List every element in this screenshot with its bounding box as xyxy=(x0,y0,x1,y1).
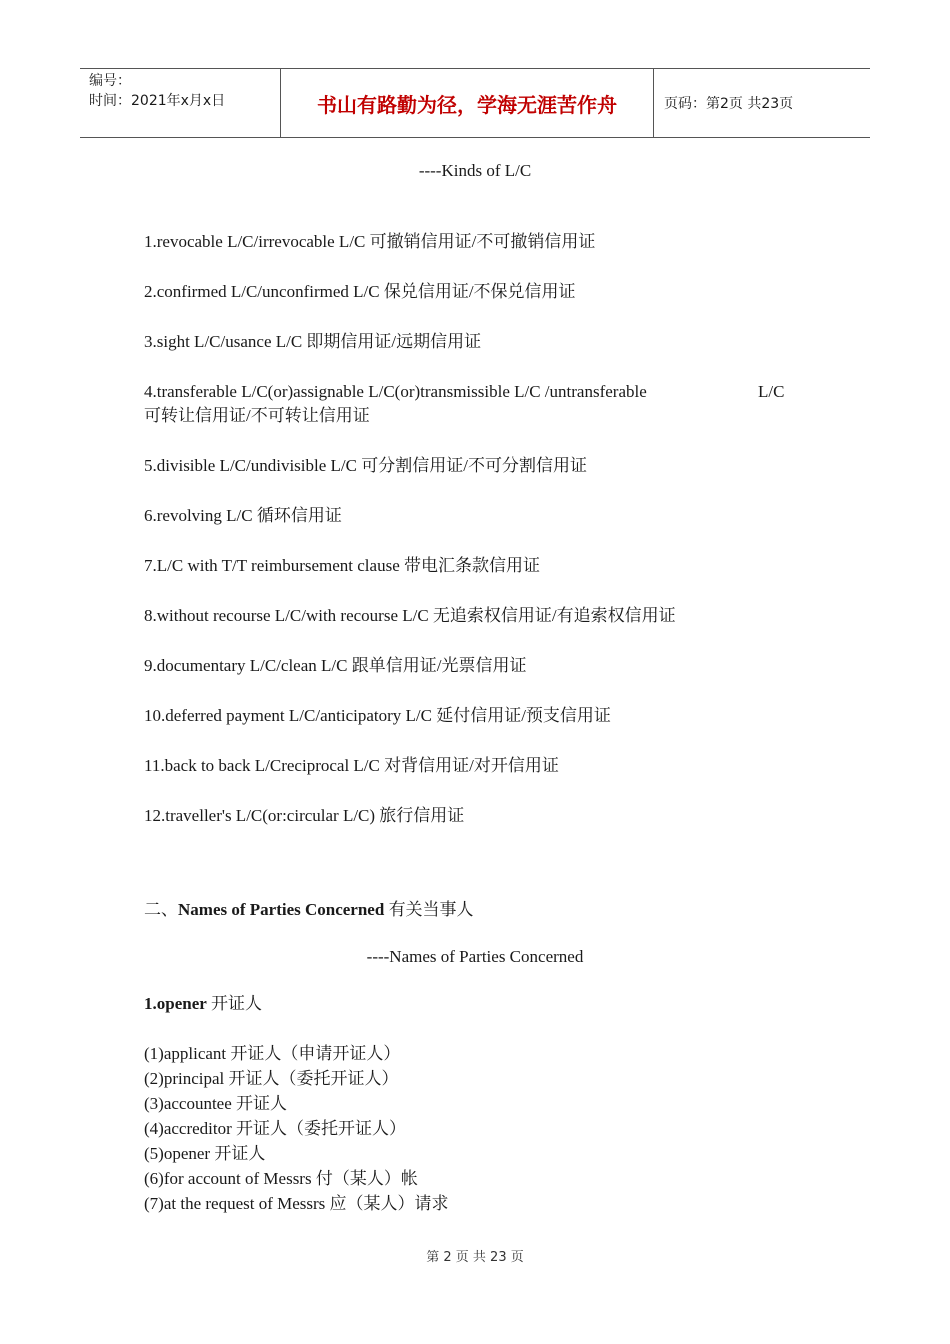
list-item: (7)at the request of Messrs 应（某人）请求 xyxy=(144,1194,449,1213)
list-item: (3)accountee 开证人 xyxy=(144,1094,288,1113)
section2-heading xyxy=(144,899,474,921)
list-item-continuation: 可转让信用证/不可转让信用证 xyxy=(144,406,370,425)
page-footer: 第 2 页 共 23 页 xyxy=(426,1250,524,1265)
list-item-continuation: L/C xyxy=(758,382,785,401)
list-item: 2.confirmed L/C/unconfirmed L/C 保兑信用证/不保兑信用证 xyxy=(144,282,576,301)
sub-heading xyxy=(144,993,262,1015)
section2-subtitle: ----Names of Parties Concerned xyxy=(366,947,584,966)
list-item: (6)for account of Messrs 付（某人）帐 xyxy=(144,1169,418,1188)
list-item: 9.documentary L/C/clean L/C 跟单信用证/光票信用证 xyxy=(144,656,527,675)
list-item: 1.revocable L/C/irrevocable L/C 可撤销信用证/不可撤销信用证 xyxy=(144,232,596,251)
time-label: 时间：2021年x月x日 xyxy=(89,93,226,109)
heading-bold: Names of Parties Concerned xyxy=(178,900,385,919)
list-item: 10.deferred payment L/C/anticipatory L/C 延付信用证/预支信用证 xyxy=(144,706,611,725)
header-meta xyxy=(80,69,281,137)
list-item: 6.revolving L/C 循环信用证 xyxy=(144,506,342,525)
sub-heading-cn: 开证人 xyxy=(206,994,263,1013)
number-label: 编号： xyxy=(89,73,131,89)
header-motto: 书山有路勤为径，学海无涯苦作舟 xyxy=(281,69,654,137)
page-header xyxy=(80,68,870,138)
header-page-info: 页码：第2页 共23页 xyxy=(664,96,794,112)
section1-subtitle: ----Kinds of L/C xyxy=(418,161,532,180)
sub-heading-bold: 1.opener xyxy=(144,994,207,1013)
heading-cn: 有关当事人 xyxy=(384,900,474,919)
list-item: 3.sight L/C/usance L/C 即期信用证/远期信用证 xyxy=(144,332,482,351)
list-item: (5)opener 开证人 xyxy=(144,1144,266,1163)
list-item: (4)accreditor 开证人（委托开证人） xyxy=(144,1119,407,1138)
list-item: 8.without recourse L/C/with recourse L/C 无追索权信用证/有追索权信用证 xyxy=(144,606,676,625)
list-item: 5.divisible L/C/undivisible L/C 可分割信用证/不可分割信用证 xyxy=(144,456,587,475)
list-item: (2)principal 开证人（委托开证人） xyxy=(144,1069,399,1088)
list-item: 12.traveller's L/C(or:circular L/C) 旅行信用证 xyxy=(144,806,465,825)
list-item: 11.back to back L/Creciprocal L/C 对背信用证/对开信用证 xyxy=(144,756,559,775)
list-item: 4.transferable L/C(or)assignable L/C(or)transmissible L/C /untransferable xyxy=(144,382,647,401)
heading-prefix: 二、 xyxy=(144,900,178,919)
list-item: 7.L/C with T/T reimbursement clause 带电汇条款信用证 xyxy=(144,556,540,575)
list-item: (1)applicant 开证人（申请开证人） xyxy=(144,1044,401,1063)
